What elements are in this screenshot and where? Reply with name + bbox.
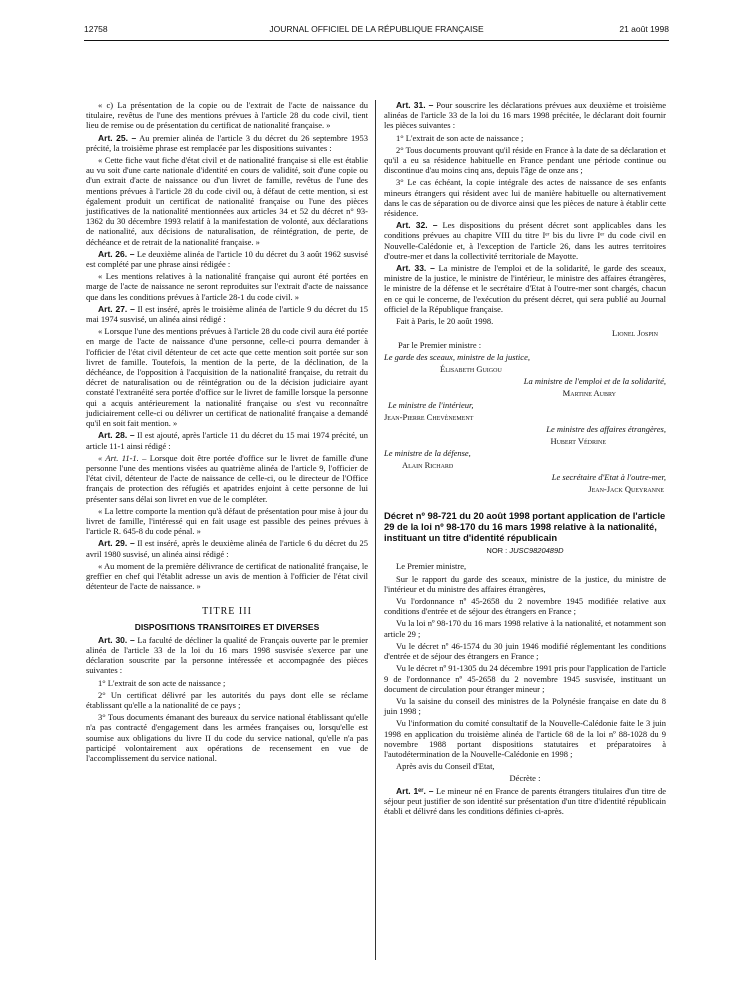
- quotation: « Au moment de la première délivrance de certificat de nationalité française, le greffier en chef qui l'établit adresse un avis de mention à l'officier de l'état civil détenteur de l'acte de naissance. »: [86, 560, 368, 592]
- article-27: Art. 27. – Il est inséré, après le troisième alinéa de l'article 9 du décret du 15 mai 1974 susvisé, un alinéa ainsi rédigé :: [86, 303, 368, 325]
- quotation: « La lettre comporte la mention qu'à défaut de présentation pour mise à jour du livret de famille, l'intéressé qui en fait usage est passible des peines prévues à l'article R. 645-8 du code pénal. »: [86, 505, 368, 537]
- column-divider: [375, 100, 376, 960]
- article-25: Art. 25. – Au premier alinéa de l'article 3 du décret du 26 septembre 1953 précité, la troisième phrase est remplacée par les dispositions suivantes :: [86, 132, 369, 153]
- article-32: Art. 32. – Les dispositions du présent décret sont applicables dans les conditions prévues au chapitre VIII du titre Iᵉʳ bis du livre Iᵉʳ du code civil en Nouvelle-Calédonie et, à l'exception de l'article 26, dans les autres territoires d'outre-mer et dans la collectivité territoriale de Mayotte.: [384, 220, 667, 261]
- article-26: Art. 26. – Le deuxième alinéa de l'article 10 du décret du 3 août 1962 susvisé est complété par une phrase ainsi rédigée :: [86, 248, 368, 270]
- signatory-name: Alain Richard: [402, 460, 454, 471]
- quotation: « Art. 11-1. – Lorsque doit être portée d'office sur le livret de famille d'une personne l'une des mentions visées au quatrième alinéa de l'article 9, l'officier de l'état civil, détenteur de l'acte de naissance de celle-ci, ou le directeur de l'Office français de protection des réfugiés et apatrides enjoint à cette personne de lui présenter sans délai son livret en vue de le compléter.: [86, 452, 368, 504]
- list-item: 1° L'extrait de son acte de naissance ;: [396, 132, 524, 143]
- visa: Vu l'ordonnance nº 45-2658 du 2 novembre 1945 modifiée relative aux conditions d'entrée et de séjour des étrangers en France ;: [384, 596, 666, 617]
- right-column: [384, 100, 666, 818]
- paragraph: « c) La présentation de la copie ou de l'extrait de l'acte de naissance du titulaire, revêtus de l'une des mentions prévues à l'article 28 du code civil, tient lieu de remise ou de présentation du certificat de nationalité française. »: [86, 100, 368, 131]
- article-label: Art. 29. –: [98, 538, 135, 549]
- title-heading: TITRE III: [202, 606, 252, 618]
- list-item: 1° L'extrait de son acte de naissance ;: [98, 677, 226, 688]
- section-heading: DISPOSITIONS TRANSITOIRES ET DIVERSES: [134, 621, 320, 632]
- signatory-name: Martine Aubry: [562, 388, 616, 399]
- signatory-role: Le ministre de l'intérieur,: [388, 400, 474, 411]
- article-label: Art. 32. –: [396, 220, 438, 231]
- list-item: 2° Tous documents prouvant qu'il réside en France à la date de sa déclaration et qu'il a eu sa résidence habituelle en France pendant une période continue ou discontinue d'au moins cinq ans, depuis l'âge de onze ans ;: [384, 144, 666, 176]
- decrees-heading: Décrète :: [509, 773, 541, 784]
- article-label: Art. 33. –: [396, 263, 435, 274]
- visa: Vu la saisine du conseil des ministres de la Polynésie française en date du 8 juin 1998 ;: [384, 695, 666, 717]
- left-column: [86, 100, 368, 765]
- list-item: 3° Le cas échéant, la copie intégrale des actes de naissance de ses enfants mineurs étrangers qui résident avec lui de manière habituelle ou alternativement dans le cas de séparation ou de divorce ainsi que les pièces de nature à établir cette résidence.: [384, 177, 666, 219]
- article-label: Art. 31. –: [396, 100, 434, 110]
- signatory-name: Jean-Pierre Chevènement: [384, 412, 474, 423]
- article-1: Art. 1ᵉʳ. – Le mineur né en France de parents étrangers titulaires d'un titre de séjour peut justifier de son identité sur présentation d'un titre d'identité républicain établi et délivré dans les conditions définies ci-après.: [384, 785, 666, 816]
- signatory-name: Hubert Védrine: [550, 436, 606, 447]
- signatory-role: Le ministre de la défense,: [384, 448, 471, 459]
- article-30: Art. 30. – La faculté de décliner la qualité de Français ouverte par le premier alinéa de l'article 33 de la loi du 16 mars 1998 susvisée s'exerce par une déclaration souscrite par la personne intéressée et accompagnée des pièces suivantes :: [86, 634, 368, 676]
- paragraph: Après avis du Conseil d'Etat,: [396, 761, 495, 772]
- quotation: « Lorsque l'une des mentions prévues à l'article 28 du code civil aura été portée en marge de l'acte de naissance d'une personne, celle-ci pourra demander à l'officier de l'état civil détenteur de cet acte que cette mention soit portée sur son livret de famille. Toutefois, la mention de la perte, de la déclination, de la déchéance, de l'opposition à l'acquisition de la nationalité française, du retrait du décret de naturalisation ou de réintégration ou de la décision judiciaire ayant constaté l'extranéité sera portée d'office sur le livret de famille lorsque la personne qui a acquis antérieurement la nationalité française ou s'est vu reconnaître judiciairement celle-ci ou délivrer un certificat de nationalité française a demandé qu'il en soit fait mention. »: [86, 326, 368, 429]
- signatory-name: Élisabeth Guigou: [440, 364, 502, 375]
- article-label: Art. 26. –: [98, 248, 135, 259]
- quoted-article-label: « Art. 11-1. –: [98, 452, 147, 463]
- visa: Vu le décret nº 91-1305 du 24 décembre 1991 pris pour l'application de l'article 9 de l'ordonnance nº 45-2658 du 2 novembre 1945 susvisée, instituant un document de circulation pour étranger mineur ;: [384, 663, 666, 694]
- visa: Vu le décret nº 46-1574 du 30 juin 1946 modifié réglementant les conditions d'entrée et de séjour des étrangers en France ;: [384, 640, 666, 662]
- article-31: Art. 31. – Pour souscrire les déclarations prévues aux deuxième et troisième alinéas de l'article 33 de la loi du 16 mars 1998 précitée, le déclarant doit fournir les pièces suivantes :: [384, 100, 667, 131]
- paragraph: Sur le rapport du garde des sceaux, ministre de la justice, du ministre de l'intérieur et du ministre des affaires étrangères,: [384, 573, 666, 594]
- nor-code: JUSC9820489D: [509, 546, 564, 556]
- signatory-role: La ministre de l'emploi et de la solidarité,: [523, 376, 666, 387]
- article-label: Art. 25. –: [98, 132, 137, 143]
- journal-title: JOURNAL OFFICIEL DE LA RÉPUBLIQUE FRANÇAISE: [269, 24, 484, 34]
- article-label: Art. 27. –: [98, 303, 135, 314]
- article-label: Art. 1ᵉʳ. –: [396, 785, 434, 796]
- article-28: Art. 28. – Il est ajouté, après l'article 11 du décret du 15 mai 1974 précité, un article 11-1 ainsi rédigé :: [86, 430, 369, 451]
- signatory-role: Le secrétaire d'Etat à l'outre-mer,: [551, 472, 666, 483]
- visa: Vu la loi nº 98-170 du 16 mars 1998 relative à la nationalité, et notamment son article 29 ;: [384, 618, 666, 639]
- paragraph: Le Premier ministre,: [396, 561, 467, 572]
- article-label: Art. 30. –: [98, 634, 135, 645]
- quotation: « Les mentions relatives à la nationalité française qui auront été portées en marge de l'acte de naissance ne seront reproduites sur l'extrait d'acte de naissance que dans les conditions prévues à l'article 28-1 du code civil. »: [86, 271, 368, 302]
- nor-reference: NOR : JUSC9820489D: [486, 546, 564, 556]
- signatory-role: Le ministre des affaires étrangères,: [546, 424, 666, 435]
- header-rule: [84, 40, 669, 41]
- list-item: 2° Un certificat délivré par les autorités du pays dont elle se réclame établissant qu'elle a la nationalité de ce pays ;: [86, 689, 368, 710]
- signature-place-date: Fait à Paris, le 20 août 1998.: [396, 316, 494, 327]
- article-33: Art. 33. – La ministre de l'emploi et de la solidarité, le garde des sceaux, ministre de la justice, le ministre de l'intérieur, le ministre des affaires étrangères, le ministre de la défense et le secrétaire d'Etat à l'outre-mer sont chargés, chacun en ce qui le concerne, de l'exécution du présent décret, qui sera publié au Journal officiel de la République française.: [384, 263, 667, 314]
- page-header: [84, 24, 669, 38]
- list-item: 3° Tous documents émanant des bureaux du service national établissant qu'elle n'a pas contracté d'engagement dans les armées françaises ou, lorsqu'elle est soumise aux obligations du livre II du code du service national, qu'elle n'a pas participé volontairement aux opérations de recensement en vue de l'accomplissement du service national.: [86, 712, 368, 763]
- decree-title: Décret nº 98-721 du 20 août 1998 portant application de l'article 29 de la loi nº 98-170 du 16 mars 1998 relative à la nationalité, instituant un titre d'identité républicain: [384, 510, 666, 544]
- article-label: Art. 28. –: [98, 430, 135, 441]
- signature-block: [384, 328, 666, 340]
- page-number: 12758: [84, 24, 108, 34]
- article-29: Art. 29. – Il est inséré, après le deuxième alinéa de l'article 6 du décret du 25 avril 1980 susvisé, un alinéa ainsi rédigé :: [86, 538, 368, 559]
- signatory-name: Lionel Jospin: [612, 328, 658, 339]
- countersign-intro: Par le Premier ministre :: [398, 340, 482, 351]
- issue-date: 21 août 1998: [619, 24, 669, 34]
- signatory-name: Jean-Jack Queyranne: [588, 484, 664, 495]
- visa: Vu l'information du comité consultatif de la Nouvelle-Calédonie faite le 3 juin 1998 en application du troisième alinéa de l'article 68 de la loi nº 88-1028 du 9 novembre 1988 portant dispositions statutaires et préparatoires à l'autodétermination de la Nouvelle-Calédonie en 1998 ;: [384, 718, 666, 759]
- signatory-role: Le garde des sceaux, ministre de la justice,: [384, 352, 530, 363]
- quotation: « Cette fiche vaut fiche d'état civil et de nationalité française si elle est établie au vu soit d'une carte nationale d'identité en cours de validité, soit d'une copie ou d'un extrait d'acte de naissance ou d'un livret de famille, revêtus de l'une des mentions prévues à l'article 28 du code civil ou, à défaut de cette mention, si est également produit un certificat de nationalité française ou l'une des pièces justificatives de la nationalité mentionnées aux articles 34 et 52 du décret n° 93-1362 du 30 décembre 1993 relatif à la manifestation de volonté, aux déclarations de nationalité, aux décisions de naturalisation, de réintégration, de perte, de déchéance et de retrait de la nationalité française. »: [86, 155, 368, 247]
